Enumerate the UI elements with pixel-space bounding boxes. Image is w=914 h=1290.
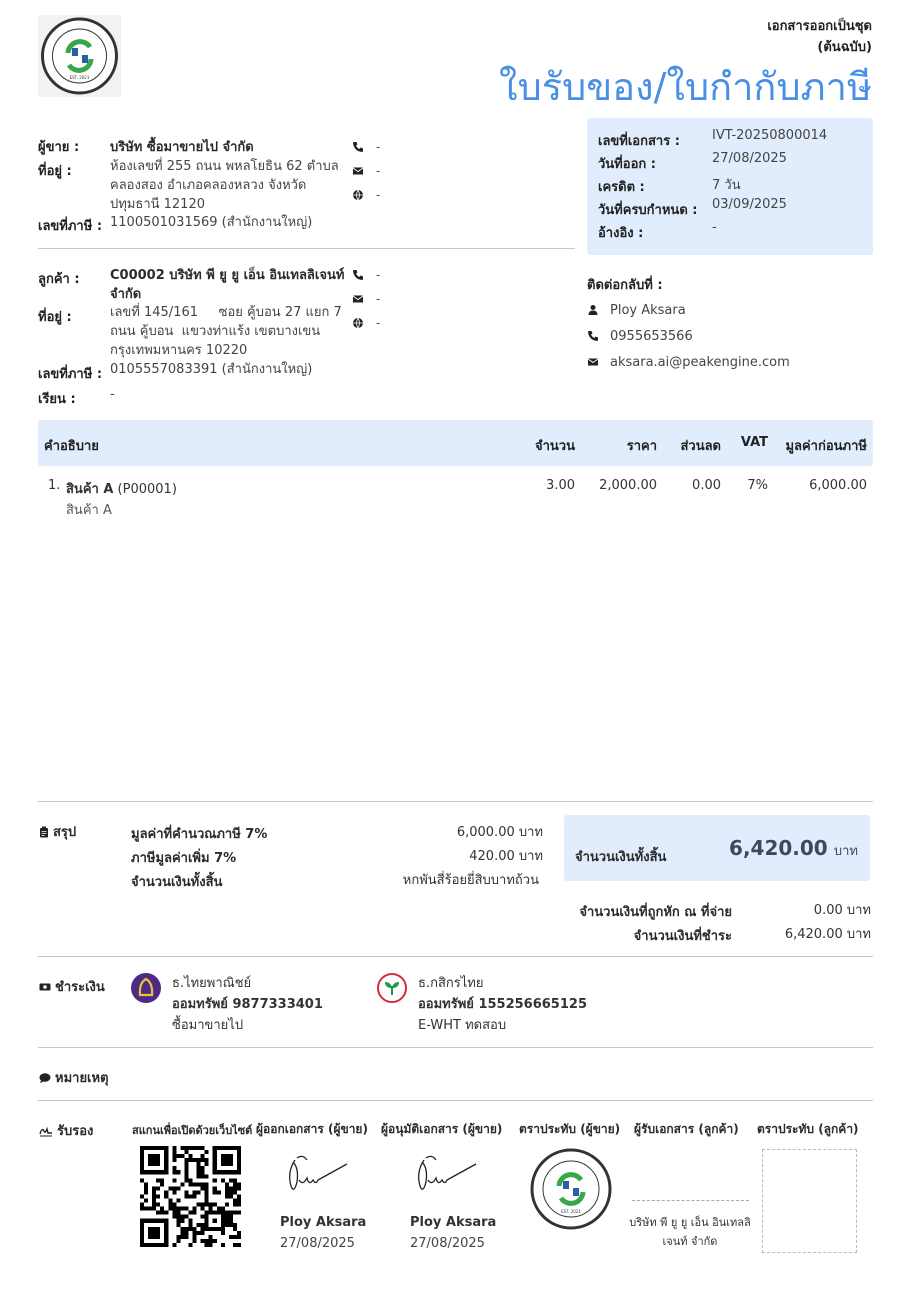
company-logo xyxy=(38,15,121,97)
document-info-row xyxy=(598,174,863,197)
customer-web: - xyxy=(376,316,381,330)
summary-title: สรุป xyxy=(53,825,77,840)
customer-address-line: ถนน คู้บอน แขวงท่าแร้ง เขตบางเขน xyxy=(110,324,321,339)
bank-scb-info xyxy=(172,973,323,1036)
issuer-name: Ploy Aksara xyxy=(280,1215,367,1230)
grand-total-amount xyxy=(729,836,858,861)
document-info-label: วันที่ครบกำหนด : xyxy=(598,203,698,218)
seller-stamp-label: ตราประทับ (ผู้ขาย) xyxy=(519,1122,621,1136)
payment-title: ชำระเงิน xyxy=(55,980,105,995)
seller-address-line: คลองสอง อำเภอคลองหลวง จังหวัด xyxy=(110,178,307,193)
approval-title: รับรอง xyxy=(57,1124,94,1139)
taxable-label: มูลค่าที่คำนวณภาษี 7% xyxy=(131,827,268,842)
seller-label: ผู้ขาย : xyxy=(38,140,80,155)
col-amount: มูลค่าก่อนภาษี xyxy=(785,439,867,454)
divider xyxy=(38,801,873,802)
customer-tax-label: เลขที่ภาษี : xyxy=(38,367,103,382)
row-product-code: (P00001) xyxy=(117,482,177,497)
bank-name: ธ.ไทยพาณิชย์ xyxy=(172,976,252,991)
customer-label: ลูกค้า : xyxy=(38,272,80,287)
receiver-label: ผู้รับเอกสาร (ลูกค้า) xyxy=(634,1122,739,1136)
row-amount: 6,000.00 xyxy=(809,478,867,493)
col-discount: ส่วนลด xyxy=(680,439,721,454)
taxable-value: 6,000.00 บาท xyxy=(456,825,543,840)
wht-value: 0.00 บาท xyxy=(813,903,871,918)
paid-label: จำนวนเงินที่ชำระ xyxy=(633,929,732,944)
customer-address xyxy=(110,303,350,360)
bank-name: ธ.กสิกรไทย xyxy=(418,976,484,991)
wht-label: จำนวนเงินที่ถูกหัก ณ ที่จ่าย xyxy=(579,905,732,920)
money-icon xyxy=(38,981,52,993)
copy-note-line-2: (ต้นฉบับ) xyxy=(817,40,872,55)
row-product-sub: สินค้า A xyxy=(66,503,112,518)
approver-signature xyxy=(414,1152,480,1198)
remark-section-title xyxy=(38,1067,109,1088)
svg-text:EST. 2021: EST. 2021 xyxy=(69,75,90,80)
row-qty: 3.00 xyxy=(546,478,575,493)
contact-phone: 0955653566 xyxy=(610,328,693,344)
document-info-row xyxy=(598,220,863,243)
row-number: 1. xyxy=(48,478,61,493)
receiver-company-line: เจนท์ จำกัด xyxy=(662,1235,718,1248)
paid-value: 6,420.00 บาท xyxy=(784,927,871,942)
customer-address-label: ที่อยู่ : xyxy=(38,310,72,325)
envelope-icon xyxy=(352,165,364,177)
row-price: 2,000.00 xyxy=(599,478,657,493)
issuer-label: ผู้ออกเอกสาร (ผู้ขาย) xyxy=(256,1122,368,1136)
col-vat: VAT xyxy=(740,435,768,450)
document-info-value: - xyxy=(712,220,717,235)
customer-address-line: เลขที่ 145/161 ซอย คู้บอน 27 แยก 7 xyxy=(110,305,342,320)
divider xyxy=(38,1100,873,1101)
divider xyxy=(38,248,575,249)
grand-total-label: จำนวนเงินทั้งสิ้น xyxy=(575,850,667,865)
col-desc: คำอธิบาย xyxy=(44,439,99,454)
customer-name-line: จำกัด xyxy=(110,287,142,302)
row-product xyxy=(66,478,177,499)
col-price: ราคา xyxy=(626,439,657,454)
document-info-box xyxy=(587,118,873,255)
bank-kbank-logo xyxy=(377,973,407,1003)
seller-tax-label: เลขที่ภาษี : xyxy=(38,219,103,234)
receiver-sign-line xyxy=(632,1200,749,1201)
customer-name-line: C00002 บริษัท พี ยู ยู เอ็น อินเทลลิเจนท์ xyxy=(110,268,345,283)
approver-label: ผู้อนุมัติเอกสาร (ผู้ขาย) xyxy=(381,1122,503,1136)
row-product-name: สินค้า A xyxy=(66,482,114,497)
comment-icon xyxy=(38,1072,52,1084)
grand-total-value: 6,420.00 xyxy=(729,836,828,860)
customer-contacts xyxy=(352,263,380,335)
approval-section-title xyxy=(38,1120,93,1141)
issuer-date: 27/08/2025 xyxy=(280,1236,355,1251)
items-table-header xyxy=(38,420,873,466)
row-discount: 0.00 xyxy=(692,478,721,493)
bank-account: ออมทรัพย์ 155256665125 xyxy=(418,997,587,1012)
seller-tax-id: 1100501031569 (สำนักงานใหญ่) xyxy=(110,215,313,230)
summary-section-title xyxy=(38,821,76,842)
bank-holder: ซื้อมาขายไป xyxy=(172,1018,244,1033)
bank-holder: E-WHT ทดสอบ xyxy=(418,1018,507,1033)
phone-icon xyxy=(352,269,364,281)
seller-address-line: ห้องเลขที่ 255 ถนน พหลโยธิน 62 ตำบล xyxy=(110,159,339,174)
customer-phone: - xyxy=(376,268,381,282)
grand-total-unit: บาท xyxy=(833,844,858,859)
issuer-signature xyxy=(285,1152,351,1198)
grand-total-box xyxy=(564,815,870,881)
document-info-row xyxy=(598,197,863,220)
payment-section-title xyxy=(38,976,105,997)
document-info-value: 03/09/2025 xyxy=(712,197,787,212)
phone-icon xyxy=(587,330,599,342)
document-info-row xyxy=(598,128,863,151)
signature-icon xyxy=(38,1125,54,1137)
envelope-icon xyxy=(587,356,599,368)
document-info-value: IVT-20250800014 xyxy=(712,128,828,143)
customer-stamp-box xyxy=(762,1149,857,1253)
customer-attn-label: เรียน : xyxy=(38,392,76,407)
table-row xyxy=(38,478,873,522)
envelope-icon xyxy=(352,293,364,305)
remark-title: หมายเหตุ xyxy=(55,1071,109,1086)
contact-title: ติดต่อกลับที่ : xyxy=(587,278,663,293)
document-info-label: เครดิต : xyxy=(598,180,645,195)
seller-name: บริษัท ซื้อมาขายไป จำกัด xyxy=(110,140,254,155)
seller-address xyxy=(110,157,350,214)
qr-code[interactable] xyxy=(140,1146,241,1247)
seller-address-label: ที่อยู่ : xyxy=(38,164,72,179)
document-title: ใบรับของ/ใบกำกับภาษี xyxy=(499,65,872,109)
customer-email: - xyxy=(376,292,381,306)
customer-tax-id: 0105557083391 (สำนักงานใหญ่) xyxy=(110,362,313,377)
phone-icon xyxy=(352,141,364,153)
seller-email: - xyxy=(376,164,381,178)
receiver-company xyxy=(620,1213,760,1251)
total-words: หกพันสี่ร้อยยี่สิบบาทถ้วน xyxy=(402,873,539,888)
clipboard-icon xyxy=(38,826,50,838)
divider xyxy=(38,1047,873,1048)
document-info-rows xyxy=(598,128,863,243)
vat-label: ภาษีมูลค่าเพิ่ม 7% xyxy=(131,851,237,866)
customer-attn: - xyxy=(110,387,115,402)
divider xyxy=(38,956,873,957)
globe-icon xyxy=(352,317,364,329)
bank-scb-logo xyxy=(131,973,161,1003)
customer-address-line: กรุงเทพมหานคร 10220 xyxy=(110,343,248,358)
total-label: จำนวนเงินทั้งสิ้น xyxy=(131,875,223,890)
contact-email: aksara.ai@peakengine.com xyxy=(610,354,790,370)
seller-stamp xyxy=(529,1147,613,1231)
stamp-mid-text: EST. 2021 xyxy=(561,1209,581,1214)
contact-details xyxy=(587,297,790,375)
approver-date: 27/08/2025 xyxy=(410,1236,485,1251)
vat-value: 420.00 บาท xyxy=(469,849,543,864)
document-info-row xyxy=(598,151,863,174)
bank-kbank-info xyxy=(418,973,587,1036)
receiver-company-line: บริษัท พี ยู ยู เอ็น อินเทลลิ xyxy=(629,1216,751,1229)
copy-note xyxy=(767,16,872,58)
document-info-value: 7 วัน xyxy=(712,178,741,193)
row-vat: 7% xyxy=(747,478,768,493)
seller-contacts xyxy=(352,135,380,207)
document-info-value: 27/08/2025 xyxy=(712,151,787,166)
customer-stamp-label: ตราประทับ (ลูกค้า) xyxy=(757,1122,859,1136)
seller-address-line: ปทุมธานี 12120 xyxy=(110,197,205,212)
qr-label: สแกนเพื่อเปิดด้วยเว็บไซต์ xyxy=(132,1124,253,1137)
customer-name xyxy=(110,266,350,304)
globe-icon xyxy=(352,189,364,201)
document-info-label: วันที่ออก : xyxy=(598,157,656,172)
document-info-label: อ้างอิง : xyxy=(598,226,644,241)
user-icon xyxy=(587,304,599,316)
bank-account: ออมทรัพย์ 9877333401 xyxy=(172,997,323,1012)
col-qty: จำนวน xyxy=(535,439,575,454)
approver-name: Ploy Aksara xyxy=(410,1215,497,1230)
copy-note-line-1: เอกสารออกเป็นชุด xyxy=(767,19,872,34)
document-info-label: เลขที่เอกสาร : xyxy=(598,134,680,149)
seller-web: - xyxy=(376,188,381,202)
seller-phone: - xyxy=(376,140,381,154)
contact-name: Ploy Aksara xyxy=(610,302,686,318)
